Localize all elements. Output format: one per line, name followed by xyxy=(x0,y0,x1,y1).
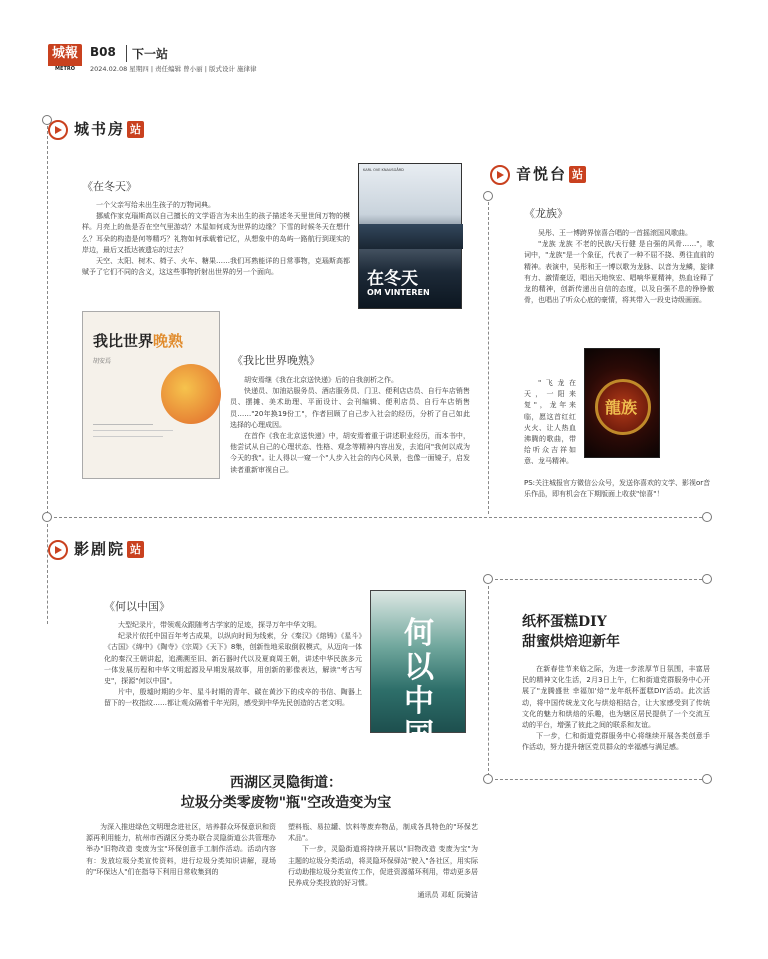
book2-title: 《我比世界晚熟》 xyxy=(232,354,320,367)
book2-text: 胡安焉继《我在北京送快递》后的自我剖析之作。 快递员、加油站服务员、酒店服务员、门卫、便利店店员、自行车店销售员、摆摊、美术助理、平面设计、会刊编辑、便利店员、自行车店销售员……"20年换19份工"，作者回顾了自己步入社会的经历，分析了自己如此选择的心理成因。 在首作《我在北京送快递》中，胡安焉着重于讲述职业经历，而本书中，他尝试从自己的心理状态、性格、观念等精神内容出发，去追问"我何以成为今天的我"。让人得以一窥一个"人步入社会的内心风景，也像一面镜子，启发读者重新审视自己。 xyxy=(230,376,470,474)
news-col1: 为深入推进绿色文明理念进社区，培养群众环保意识和资源再利用能力，杭州市西湖区分类办联合灵隐街道公共管理办举办"旧物改造 变废为宝"环保创意手工制作活动。活动内容有：发放垃圾分类宣传资料，进行垃圾分类知识讲解，现场的"环保达人"们在指导下利用日常收集到的 xyxy=(86,823,276,876)
section-heading-music: 音悦台 站 xyxy=(490,163,586,185)
news-col2: 塑料瓶、易拉罐、饮料等废弃物品，制成各具特色的"环保艺术品"。 下一步，灵隐街道将持续开展以"旧物改造 变废为宝"为主题的垃圾分类活动，将灵隐环保驿站"驶入"各社区，用实际行动助推垃圾分类宣传工作，促进资源循环利用，带动更多居民养成分类投放的好习惯。 通讯员 邓虹 阮骑洁 xyxy=(288,823,478,900)
section-name: 下一站 xyxy=(126,45,168,62)
cover-author: 胡安焉 xyxy=(93,358,112,365)
book2-cover xyxy=(82,311,220,479)
masthead-meta: 2024.02.08 星期四 | 责任编辑 曾小丽 | 版式设计 施律律 xyxy=(90,65,257,73)
album-cover xyxy=(584,348,660,458)
arrow-icon xyxy=(48,540,68,560)
divider-line xyxy=(495,779,702,780)
cake-text: 在新春佳节来临之际，为进一步浓厚节日氛围，丰富居民的精神文化生活，2月3日上午，仁和街道党群服务中心开展了"龙腾盛世 幸福加'焙'"龙年纸杯蛋糕DIY活动。此次活动，将中国传统龙文化与烘焙相结合，让大家感受到了传统文化的魅力和烘焙的乐趣，也为辖区居民提供了一个交流互动的平台，增强了彼此之间的联系和友谊。 下一步，仁和街道党群服务中心将继续开展各类创意手作活动，努力提升辖区党员群众的幸福感与满足感。 xyxy=(522,665,710,752)
logo: 城報 METRO xyxy=(48,44,82,70)
stamp-icon: 站 xyxy=(127,541,144,558)
byline: 通讯员 邓虹 阮骑洁 xyxy=(417,891,478,900)
divider-line xyxy=(495,579,702,580)
cover-author: KARL OVE KNAUSGÅRD xyxy=(363,168,404,172)
cake-headline: 纸杯蛋糕DIY 甜蜜烘焙迎新年 xyxy=(522,614,620,650)
music-title: 《龙族》 xyxy=(524,207,568,220)
cover-title: 龍族 xyxy=(605,398,638,417)
timeline-dot xyxy=(483,574,493,584)
timeline-line xyxy=(488,586,489,776)
arrow-icon xyxy=(490,165,510,185)
timeline-dot xyxy=(483,774,493,784)
cover-title: 我比世界晚熟 xyxy=(93,332,184,350)
section-heading-bookstore: 城书房 站 xyxy=(48,118,144,140)
page-number: B08 xyxy=(90,45,116,59)
masthead xyxy=(48,44,348,80)
music-text-narrow: "飞龙在天，一阳来复"，龙年来临，愿这首红红火火、让人热血沸腾的歌曲，带给听众吉祥如意、龙马精神。 xyxy=(524,379,576,466)
section-heading-theater: 影剧院 站 xyxy=(48,538,144,560)
stamp-icon: 站 xyxy=(127,121,144,138)
cover-subtitle: OM VINTEREN xyxy=(367,288,430,297)
theater-text: 大型纪录片，带领观众跟随考古学家的足迹，探寻万年中华文明。 纪录片依托中国百年考古成果，以纵向时间为线索，分《秦汉》《熔铸》《星斗》《古国》《绵中》《陶寺》《宗周》《天下》8集，创新性地采取倒叙模式，从迈向一体化的秦汉王朝讲起，追溯溯至旧、新石器时代以及夏商周王朝，讲述中华民族多元一体发展历程和中华文明起源及早期发展故事，用创新的影像表达，解读"考古写史"，探源"何以中国"。 片中，殷墟时期的少年、星斗时期的青年、碳在黄沙下的戍卒的书信、陶器上留下的一枚指纹……都让观众隔着千年光阴，感受到中华先民创造的古老文明。 xyxy=(104,621,362,708)
poster-title: 何以中国 xyxy=(404,616,434,753)
timeline-dot xyxy=(702,574,712,584)
book1-text: 一个父亲写给未出生孩子的万物词典。 挪威作家克瑙斯高以自己擅长的文学语言为未出生的孩子描述冬天里世间万物的模样。月亮上的鱼是否在空气里游动？木星如何成为世界的边缘？下雪的时候冬天在想什么？耳朵的构造是何等精巧？礼物如何承载着记忆，从想象中的岛屿一路航行到现实的岸边，最后又抵达被遗忘的过去？ 天空、太阳、树木、椅子、火车、糖果……我们耳熟能详的日常事物，克瑙斯高都赋予了它们不同的含义，这这些事物折射出世界的另一个面向。 xyxy=(82,201,350,277)
book1-title: 《在冬天》 xyxy=(82,180,137,193)
theater-title: 《何以中国》 xyxy=(104,600,170,613)
timeline-dot xyxy=(702,774,712,784)
cover-title: 在冬天 xyxy=(367,269,418,289)
news-headline: 西湖区灵隐街道： 垃圾分类零废物"瓶"空改造变为宝 xyxy=(180,775,392,811)
timeline-dot xyxy=(42,512,52,522)
book1-cover xyxy=(358,163,462,309)
arrow-icon xyxy=(48,120,68,140)
timeline-dot xyxy=(483,191,493,201)
stamp-icon: 站 xyxy=(569,166,586,183)
music-text: 吴彤、王一博跨界惊喜合唱的一首摇滚国风歌曲。 "龙族 龙族 不老的民族/天行健 是自强的风骨……"，歌词中，"龙族"是一个象征，代表了一种不屈不挠、勇往直前的精神。表演中，吴彤和王一博以歌为龙脉、以音为龙鳞，旋律有力、激情豪迈，唱出天地恢宏、唱响华夏精神，热血诠释了龙的精神，创新传递出自信的态度，以及自强不息的铮铮傲骨，也唱出了听众心底的豪情，将其带入一段史诗级画面。 xyxy=(524,229,714,305)
ps-note: PS:关注城报官方微信公众号，发送你喜欢的文学、影视or音乐作品，即有机会在下期版面上收获"惊喜"！ xyxy=(524,479,711,498)
documentary-poster xyxy=(370,590,466,753)
timeline-dot xyxy=(702,512,712,522)
timeline-line xyxy=(488,202,489,514)
divider-line xyxy=(54,517,702,518)
sun-icon xyxy=(161,364,221,424)
timeline-line xyxy=(47,126,48,514)
